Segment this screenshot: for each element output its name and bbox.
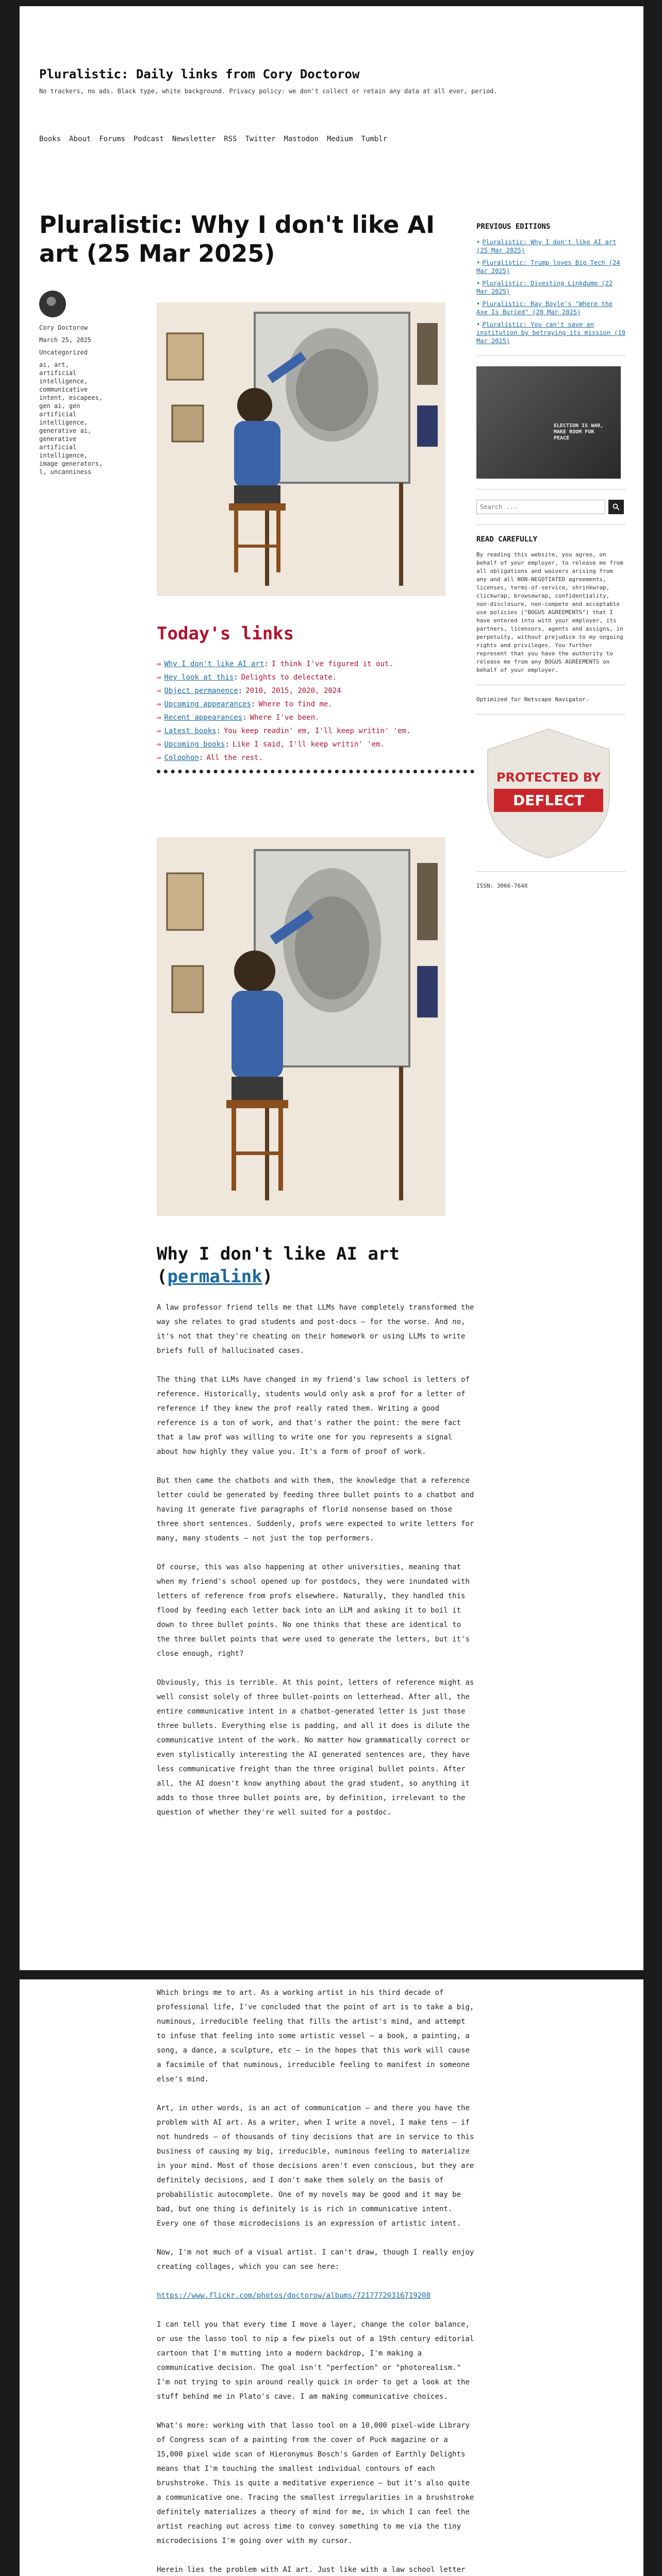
illustration-painter-top xyxy=(157,302,445,596)
todays-links-list xyxy=(157,657,476,765)
painter-illustration-svg xyxy=(157,837,445,1216)
list-item xyxy=(476,279,626,296)
sidebar-divider xyxy=(476,524,626,525)
search-input[interactable] xyxy=(476,500,605,514)
paragraph: A law professor friend tells me that LLMs have completely transformed the way she relates to grad students and post-docs – for the worse. And no, it's not that they're cheating on their homework or using LLMs to write briefs full of hallucinated cases. xyxy=(157,1303,474,1355)
previous-edition-link[interactable]: Pluralistic: Divesting Linkdump (22 Mar 2025) xyxy=(476,280,613,295)
list-item xyxy=(476,300,626,316)
site-title[interactable]: Pluralistic: Daily links from Cory Doctorow xyxy=(39,67,360,81)
bullet-icon: ⇨ xyxy=(157,727,161,735)
paragraph: The thing that LLMs have changed in my friend's law school is letters of reference. Historically, students would only ask a prof for a letter of reference if they knew the prof really rated them. Writing a good reference is a ton of work, and that's rather the point: the mere fact that a law prof was willing to write one for you represents a signal about how highly they value you. It's a form of proof of work. xyxy=(157,1376,470,1456)
link-object-permanence[interactable]: Object permanence xyxy=(164,687,238,695)
nav-medium[interactable]: Medium xyxy=(326,135,353,143)
paragraph: Herein lies the problem with AI art. Just like with a law school letter xyxy=(157,2566,466,2574)
list-item xyxy=(476,259,626,275)
link-desc: Where to find me. xyxy=(258,700,333,708)
link-recent-appearances[interactable]: Recent appearances xyxy=(164,714,243,722)
article-body-bottom xyxy=(157,1986,476,2576)
link-desc: All the rest. xyxy=(206,754,263,762)
article-body-top xyxy=(157,1300,476,1834)
link-desc: Delights to delectate. xyxy=(241,673,337,682)
list-item: ⇨ Why I don't like AI art : I think I've figured it out. xyxy=(157,660,393,668)
thumbnail-caption: ELECTION IS WAR, MAKE ROOM FOR PEACE xyxy=(554,423,604,441)
nav-tumblr[interactable]: Tumblr xyxy=(361,135,388,143)
section-title: Why I don't like AI art xyxy=(157,1244,400,1264)
dotted-divider xyxy=(157,770,474,773)
bullet-icon: ⇨ xyxy=(157,687,161,695)
paragraph: But then came the chatbots and with them, the knowledge that a reference letter could be generated by feeding three bullet points to a chatbot and having it generate five paragraphs of florid nonsense based on those three short sentences. Suddenly, profs were expected to write letters for many, many students – not just the top performers. xyxy=(157,1477,474,1543)
nav-rss[interactable]: RSS xyxy=(224,135,237,143)
list-item: ⇨ Object permanence : 2010, 2015, 2020, 2024 xyxy=(157,687,341,695)
bullet-icon: • xyxy=(476,259,481,266)
list-item: ⇨ Latest books : You keep readin' em, I'll keep writin' 'em. xyxy=(157,727,411,735)
link-colophon[interactable]: Colophon xyxy=(164,754,199,762)
sidebar xyxy=(476,223,626,890)
search-icon xyxy=(613,503,620,511)
flickr-album-link[interactable]: https://www.flickr.com/photos/doctorow/albums/72177720316719208 xyxy=(157,2292,431,2300)
site-header xyxy=(39,67,642,95)
list-item: ⇨ Upcoming appearances : Where to find me. xyxy=(157,700,333,708)
deflect-line2: DEFLECT xyxy=(494,789,603,812)
bullet-icon: • xyxy=(476,321,481,328)
nav-twitter[interactable]: Twitter xyxy=(245,135,276,143)
deflect-line1: PROTECTED BY xyxy=(496,770,601,785)
paragraph: Which brings me to art. As a working artist in his third decade of professional life, I've concluded that the point of art is to take a big, numinous, irreducible feeling that fills the artist's mind, and attempt to infuse that feeling into some artistic vessel – a book, a painting, a song, a dance, a sculpture, etc – in the hopes that this work will cause a facsimile of that numinous, irreducible feeling to manifest in someone else's mind. xyxy=(157,1989,474,2083)
list-item xyxy=(476,320,626,345)
illustration-painter-section xyxy=(157,837,445,1216)
previous-edition-link[interactable]: Pluralistic: Why I don't like AI art (25 Mar 2025) xyxy=(476,239,617,254)
paragraph: I can tell you that every time I move a layer, change the color balance, or use the lasso tool to nip a few pixels out of a 19th century editorial cartoon that I'm mutting into a modern backdrop, I'm making a communicative decision. The goal isn't "perfection" or "photorealism." I'm not trying to spin around really quick in order to get a look at the stuff behind me in Plato's cave. I am making communicative choices. xyxy=(157,2320,474,2401)
optimized-text: Optimized for Netscape Navigator. xyxy=(476,696,589,703)
post-tags[interactable]: ai, art, artificial intelligence, communicative intent, escapees, gen ai, gen artificial intelligence, generative ai, generative artificial intelligence, image generators, l, uncanniness xyxy=(39,361,103,476)
post-meta xyxy=(39,291,106,480)
sidebar-divider xyxy=(476,871,626,872)
paragraph: What's more: working with that lasso tool on a 10,000 pixel-wide Library of Congress scan of a painting from the cover of Puck magazine or a 15,000 pixel wide scan of Hieronymus Bosch's Garden of Earthly Delights means that I'm touching the smallest individual contours of each brushstroke. This is quite a meditative experience – but it's also quite a communicative one. Tracing the smallest irregularities in a brushstroke definitely materializes a theory of mind for me, in which I can feel the artist reaching out across time to convey something to me via the tiny microdecisions I'm going over with my cursor. xyxy=(157,2421,474,2545)
bullet-icon: ⇨ xyxy=(157,660,161,668)
bullet-icon: ⇨ xyxy=(157,754,161,762)
link-hey-look[interactable]: Hey look at this xyxy=(164,673,234,682)
nav-podcast[interactable]: Podcast xyxy=(133,135,164,143)
site-tagline: No trackers, no ads. Black type, white background. Privacy policy: we don't collect or retain any data at all ever, period. xyxy=(39,88,498,95)
nav-newsletter[interactable]: Newsletter xyxy=(172,135,216,143)
issn-text: ISSN: 3066-764X xyxy=(476,883,528,889)
nav-forums[interactable]: Forums xyxy=(99,135,125,143)
bullet-icon: ⇨ xyxy=(157,740,161,749)
read-carefully-heading: READ CAREFULLY xyxy=(476,535,538,544)
search-form xyxy=(476,500,626,514)
link-desc: I think I've figured it out. xyxy=(271,660,393,668)
todays-links-heading: Today's links xyxy=(157,623,294,644)
link-why-ai-art[interactable]: Why I don't like AI art xyxy=(164,660,264,668)
section-heading: Why I don't like AI art (permalink) xyxy=(157,1244,400,1287)
search-button[interactable] xyxy=(608,500,624,514)
previous-edition-link[interactable]: Pluralistic: You can't save an institution by betraying its mission (19 Mar 2025) xyxy=(476,321,625,345)
bullet-icon: • xyxy=(476,239,481,246)
list-item: ⇨ Recent appearances : Where I've been. xyxy=(157,714,320,722)
link-desc: You keep readin' em, I'll keep writin' 'em. xyxy=(224,727,411,735)
bullet-icon: • xyxy=(476,280,481,287)
post-category[interactable]: Uncategorized xyxy=(39,349,88,356)
previous-editions-list xyxy=(476,238,626,345)
link-latest-books[interactable]: Latest books xyxy=(164,727,217,735)
read-carefully-text: By reading this website, you agree, on behalf of your employer, to release me from all obligations and waivers arising from any and all NON-NEGOTIATED agreements, licenses, terms-of-service, shrinkwrap, clickwrap, browsewrap, confidentiality, non-disclosure, non-compete and acceptable use policies ("BOGUS AGREEMENTS") that I have entered into with your employer, its partners, licensors, agents and assigns, in perpetuity, without prejudice to my ongoing rights and privileges. You further represent that you have the authority to release me from any BOGUS AGREEMENTS on behalf of your employer. xyxy=(476,551,623,673)
bullet-icon: ⇨ xyxy=(157,714,161,722)
main-nav xyxy=(39,135,387,143)
paragraph: Art, in other words, is an act of communication – and there you have the problem with AI art. As a writer, when I write a novel, I make tens – if not hundreds – of thousands of tiny decisions that are in service to this business of causing my big, irreducible, numinous feeling to materialize in your mind. Most of those decisions aren't even conscious, but they are definitely decisions, and I don't make them solely on the basis of probabilistic autocomplete. One of my novels may be good and it may be bad, but one thing is definitely is is rich in communicative intent. Every one of those microdecisions is an expression of artistic intent. xyxy=(157,2104,474,2228)
sidebar-divider xyxy=(476,714,626,715)
list-item: ⇨ Upcoming books : Like I said, I'll keep writin' 'em. xyxy=(157,740,385,749)
list-item: ⇨ Colophon : All the rest. xyxy=(157,754,263,762)
sidebar-thumbnail[interactable] xyxy=(476,366,621,479)
previous-editions-heading: PREVIOUS EDITIONS xyxy=(476,223,551,231)
nav-books[interactable]: Books xyxy=(39,135,61,143)
author-avatar[interactable] xyxy=(39,291,66,317)
post-title[interactable]: Pluralistic: Why I don't like AI art (25 Mar 2025) xyxy=(39,211,435,267)
bullet-icon: ⇨ xyxy=(157,673,161,682)
deflect-badge[interactable] xyxy=(481,725,617,861)
previous-edition-link[interactable]: Pluralistic: Ray Boyle's "Where the Axe Is Buried" (20 Mar 2025) xyxy=(476,300,613,316)
paragraph: Of course, this was also happening at other universities, meaning that when my friend's school opened up for postdocs, they were inundated with letters of reference from profs elsewhere. Naturally, they handled this flood by feeding each letter back into an LLM and asking it to boil it down to three bullet points. No one thinks that these are identical to the three bullet points that were used to generate the letters, but it's close enough, right? xyxy=(157,1563,470,1658)
previous-edition-link[interactable]: Pluralistic: Trump loves Big Tech (24 Mar 2025) xyxy=(476,259,620,275)
permalink-link[interactable]: permalink xyxy=(167,1266,262,1287)
list-item: ⇨ Hey look at this : Delights to delectate. xyxy=(157,673,337,682)
painter-illustration-svg xyxy=(157,302,445,596)
link-upcoming-books[interactable]: Upcoming books xyxy=(164,740,225,749)
post-date[interactable]: March 25, 2025 xyxy=(39,336,92,344)
list-item xyxy=(476,238,626,255)
link-desc: Like I said, I'll keep writin' 'em. xyxy=(232,740,385,749)
bullet-icon: • xyxy=(476,300,481,308)
nav-mastodon[interactable]: Mastodon xyxy=(284,135,319,143)
paragraph: Obviously, this is terrible. At this point, letters of reference might as well consist solely of three bullet-points on letterhead. After all, the entire communicative intent in a chatbot-generated letter is just those three bullets. Everything else is padding, and all it does is dilute the communicative intent of the work. No matter how grammatically correct or even stylistically interesting the AI generated sentences are, they have less communicative freight than the three original bullet points. After all, the AI doesn't know anything about the grad student, so anything it adds to those three bullet points are, by definition, irrelevant to the question of whether they're well suited for a postdoc. xyxy=(157,1679,474,1817)
bullet-icon: ⇨ xyxy=(157,700,161,708)
link-desc: 2010, 2015, 2020, 2024 xyxy=(245,687,341,695)
nav-about[interactable]: About xyxy=(69,135,91,143)
sidebar-divider xyxy=(476,355,626,356)
paragraph: Now, I'm not much of a visual artist. I can't draw, though I really enjoy creating collages, which you can see here: xyxy=(157,2248,474,2271)
link-upcoming-appearances[interactable]: Upcoming appearances xyxy=(164,700,252,708)
author-link[interactable]: Cory Doctorow xyxy=(39,324,88,331)
thumbnail-image xyxy=(476,366,621,479)
link-desc: Where I've been. xyxy=(250,714,320,722)
